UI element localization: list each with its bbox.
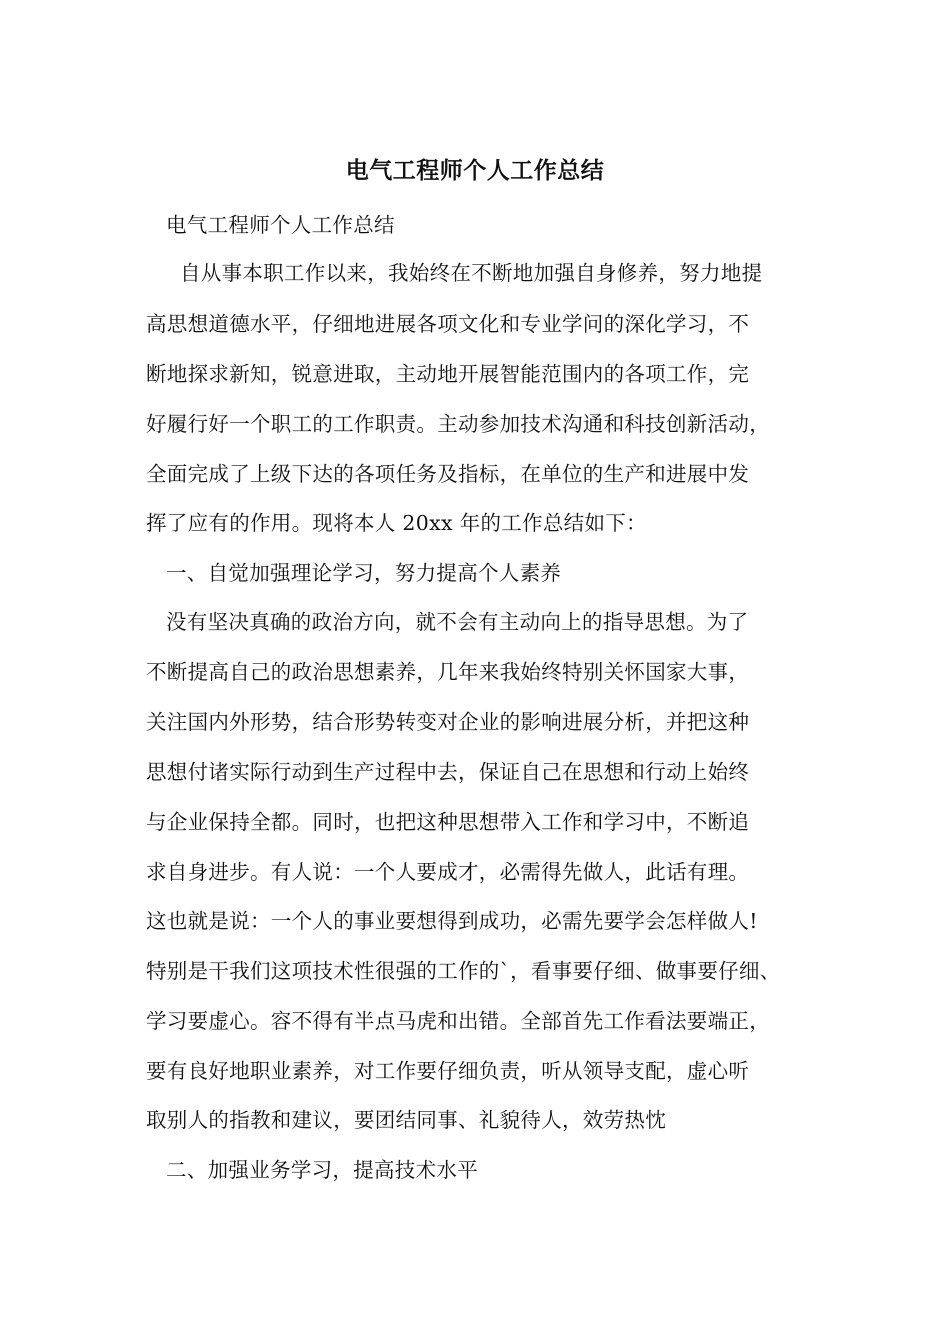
document-title: 电气工程师个人工作总结 (345, 157, 605, 184)
body-line: 求自身进步。有人说：一个人要成才，必需得先做人，此话有理。 (146, 860, 750, 884)
section-heading: 一、自觉加强理论学习，努力提高个人素养 (166, 561, 562, 585)
subtitle-line: 电气工程师个人工作总结 (166, 213, 395, 237)
body-line: 高思想道德水平，仔细地进展各项文化和专业学问的深化学习，不 (146, 312, 750, 336)
body-line: 挥了应有的作用。现将本人 20xx 年的工作总结如下： (146, 511, 647, 535)
body-line: 学习要虚心。容不得有半点马虎和出错。全部首先工作看法要端正， (146, 1009, 770, 1033)
body-line: 好履行好一个职工的工作职责。主动参加技术沟通和科技创新活动， (146, 412, 770, 436)
body-line: 要有良好地职业素养，对工作要仔细负责，听从领导支配，虚心听 (146, 1059, 750, 1083)
body-line: 与企业保持全都。同时，也把这种思想带入工作和学习中，不断追 (146, 810, 750, 834)
body-line: 思想付诸实际行动到生产过程中去，保证自己在思想和行动上始终 (146, 760, 750, 784)
body-line: 没有坚决真确的政治方向，就不会有主动向上的指导思想。为了 (166, 610, 749, 634)
body-line: 全面完成了上级下达的各项任务及指标，在单位的生产和进展中发 (146, 462, 750, 486)
body-line: 特别是干我们这项技术性很强的工作的`，看事要仔细、做事要仔细、 (146, 959, 781, 983)
body-line: 自从事本职工作以来，我始终在不断地加强自身修养，努力地提 (180, 261, 763, 285)
body-line: 不断提高自己的政治思想素养，几年来我始终特别关怀国家大事， (146, 660, 750, 684)
section-heading: 二、加强业务学习，提高技术水平 (166, 1158, 478, 1182)
body-line: 关注国内外形势，结合形势转变对企业的影响进展分析，并把这种 (146, 710, 750, 734)
body-line: 取别人的指教和建议，要团结同事、礼貌待人，效劳热忱 (146, 1108, 666, 1132)
body-line: 这也就是说：一个人的事业要想得到成功，必需先要学会怎样做人! (146, 909, 758, 933)
body-line: 断地探求新知，锐意进取，主动地开展智能范围内的各项工作，完 (146, 362, 750, 386)
